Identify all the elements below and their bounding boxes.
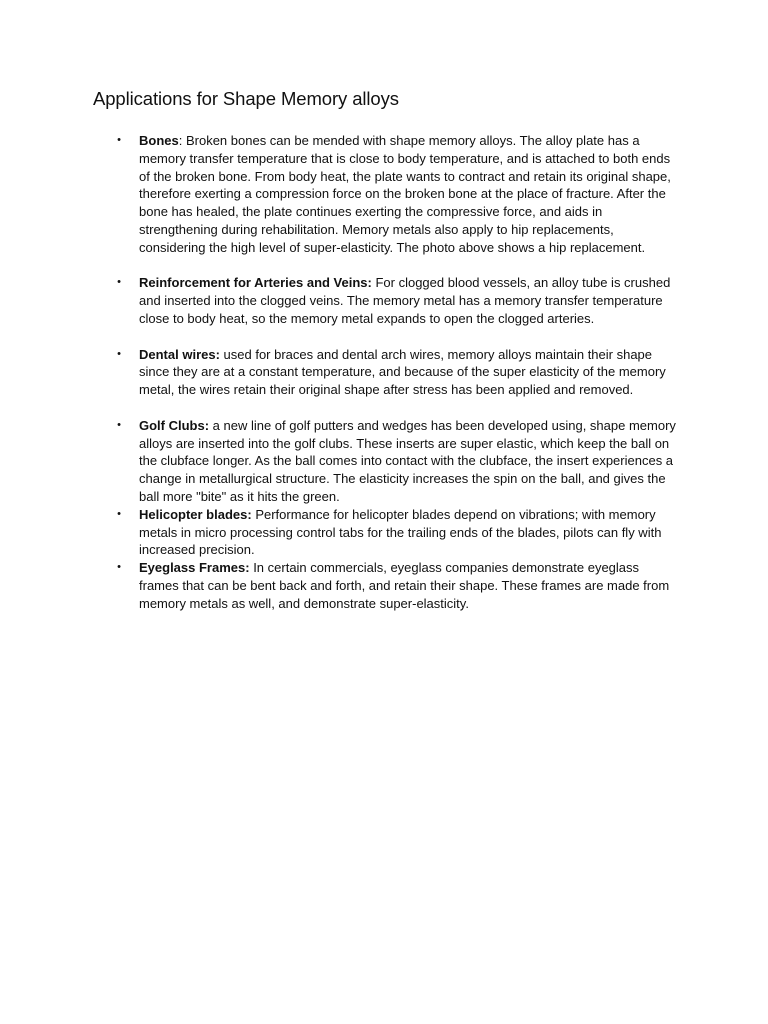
bullet-icon: • [117, 276, 121, 289]
applications-list [117, 132, 679, 613]
bullet-icon: • [117, 134, 121, 146]
item-text: For clogged blood vessels, an alloy tube is crushed and inserted into the clogged veins. The memory metal has a memory transfer temperature close to body heat, so the memory metal expands to open the clogged arteries. [139, 275, 671, 326]
item-text: a new line of golf putters and wedges has been developed using, shape memory alloys are inserted into the golf clubs. These inserts are super elastic, which keep the ball on the clubface longer. As the ball comes into contact with the clubface, the insert experiences a change in metallurgical structure. The elasticity increases the spin on the ball, and gives the ball more "bite" as it hits the green. [139, 417, 676, 504]
item-label-separator: : [178, 133, 183, 148]
item-text: Broken bones can be mended with shape memory alloys. The alloy plate has a memory transfer temperature that is close to body temperature, and is attached to both ends of the broken bone. From body heat, the plate wants to contract and retain its original shape, therefore exerting a compression force on the broken bone at the place of fracture. After the bone has healed, the plate continues exerting the compressive force, and aids in strengthening during rehabilitation. Memory metals also apply to hip replacements, considering the high level of super-elasticity. The photo above shows a hip replacement. [139, 133, 671, 255]
list-item-golf-clubs [117, 417, 679, 506]
bullet-icon: • [117, 561, 121, 574]
document-title: Applications for Shape Memory alloys [93, 88, 399, 109]
list-item-arteries-veins [117, 274, 679, 327]
list-item-dental-wires [117, 346, 679, 399]
item-text: In certain commercials, eyeglass companies demonstrate eyeglass frames that can be bent back and forth, and retain their shape. These frames are made from memory metals as well, and demonstrate super-elasticity. [139, 560, 670, 611]
item-label: Reinforcement for Arteries and Veins: [139, 275, 372, 291]
list-item-helicopter-blades [117, 506, 679, 559]
item-text: used for braces and dental arch wires, memory alloys maintain their shape since they are at a constant temperature, and because of the super elasticity of the memory metal, the wires retain their original shape after stress has been applied and removed. [139, 346, 666, 398]
bullet-icon: • [117, 418, 121, 431]
bullet-icon: • [117, 347, 121, 360]
bullet-icon: • [117, 507, 121, 520]
item-text: Performance for helicopter blades depend on vibrations; with memory metals in micro processing control tabs for the trailing ends of the blades, pilots can fly with increased precision. [139, 506, 662, 558]
item-label: Dental wires: [139, 346, 220, 362]
item-label: Golf Clubs: [139, 417, 210, 433]
item-label: Helicopter blades: [139, 506, 252, 522]
list-item-bones [117, 132, 679, 257]
item-label: Eyeglass Frames: [139, 560, 250, 576]
list-item-eyeglass-frames [117, 559, 679, 612]
item-label: Bones [139, 133, 179, 148]
